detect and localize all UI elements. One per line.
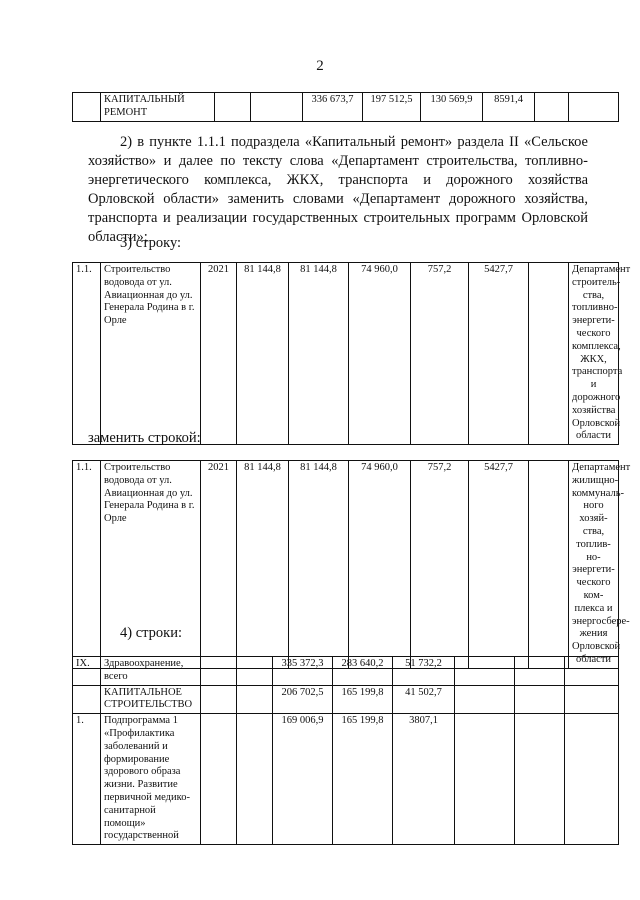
cell-empty [237, 685, 273, 714]
cell-value: 74 960,0 [349, 263, 411, 445]
cell-empty [529, 263, 569, 445]
cell-empty [455, 657, 515, 686]
table-row [73, 685, 619, 714]
cell-name: КАПИТАЛЬНЫЙ РЕМОНТ [101, 93, 215, 122]
cell-value: 757,2 [411, 461, 469, 669]
cell-value: 165 199,8 [333, 714, 393, 845]
cell-value: 197 512,5 [363, 93, 421, 122]
cell-value: 81 144,8 [237, 461, 289, 669]
cell-year [215, 93, 251, 122]
cell-value: 5427,7 [469, 263, 529, 445]
table-row [73, 714, 619, 845]
cell-empty [515, 657, 565, 686]
cell-empty [529, 461, 569, 669]
cell-empty [565, 657, 619, 686]
cell-value: 130 569,9 [421, 93, 483, 122]
page-number: 2 [316, 58, 324, 74]
cell-value: 81 144,8 [289, 461, 349, 669]
cell-executor: Департамент жилищно-коммуналь-ного хозяй-ства, топлив-но-энергети-ческого ком-плекса и энергосбере-жения Орловской области [569, 461, 619, 669]
cell-empty [565, 685, 619, 714]
cell-executor: Департамент строитель-ства, топливно-энергети-ческого комплекса, ЖКХ, транспорта и дорожного хозяйства Орловской области [569, 263, 619, 445]
table-capital-repair [72, 92, 619, 122]
cell-value: 51 732,2 [393, 657, 455, 686]
cell-empty [565, 714, 619, 845]
table-row [73, 657, 619, 686]
cell-empty [455, 714, 515, 845]
cell-executor [569, 93, 619, 122]
cell-empty [515, 714, 565, 845]
table-row [73, 263, 619, 445]
cell-empty [455, 685, 515, 714]
cell-name: Подпрограмма 1 «Профилактика заболеваний и формирование здорового образа жизни. Развитие первичной медико-санитарной помощи» государственной [101, 714, 201, 845]
cell-value: 336 673,7 [303, 93, 363, 122]
cell-name: Здравоохранение, всего [101, 657, 201, 686]
cell-number [73, 685, 101, 714]
cell-number: 1.1. [73, 461, 101, 669]
label-item-3: 3) строку: [120, 235, 182, 251]
cell-number: 1. [73, 714, 101, 845]
cell-empty [237, 657, 273, 686]
cell-value: 74 960,0 [349, 461, 411, 669]
table-healthcare [72, 656, 619, 845]
cell-empty [201, 657, 237, 686]
cell-value: 165 199,8 [333, 685, 393, 714]
cell-empty [515, 685, 565, 714]
paragraph-item-2: 2) в пункте 1.1.1 подраздела «Капитальный ремонт» раздела II «Сельское хозяйство» и далее по тексту слова «Департамент строительства, топливно-энергетического комплекса, ЖКХ, транспорта и дорожного хозяйства Орловской области» заменить словами «Департамент дорожного хозяйства, транспорта и реализации государственных строительных программ Орловской области»; [88, 134, 588, 245]
cell-empty [237, 714, 273, 845]
cell-value: 169 006,9 [273, 714, 333, 845]
cell-total [251, 93, 303, 122]
label-replace-with: заменить строкой: [88, 430, 201, 446]
cell-name: КАПИТАЛЬНОЕ СТРОИТЕЛЬСТВО [101, 685, 201, 714]
table-old-row [72, 262, 631, 445]
cell-name: Строительство водовода от ул. Авиационная до ул. Генерала Родина в г. Орле [101, 461, 201, 669]
cell-value: 757,2 [411, 263, 469, 445]
cell-value: 8591,4 [483, 93, 535, 122]
cell-number: IX. [73, 657, 101, 686]
cell-value: 41 502,7 [393, 685, 455, 714]
cell-number: 1.1. [73, 263, 101, 445]
cell-value: 5427,7 [469, 461, 529, 669]
cell-value: 206 702,5 [273, 685, 333, 714]
cell-year: 2021 [201, 461, 237, 669]
cell-value: 81 144,8 [237, 263, 289, 445]
cell-name: Строительство водовода от ул. Авиационная до ул. Генерала Родина в г. Орле [101, 263, 201, 445]
cell-value: 3807,1 [393, 714, 455, 845]
cell-value: 335 372,3 [273, 657, 333, 686]
cell-value: 81 144,8 [289, 263, 349, 445]
cell-empty [201, 685, 237, 714]
cell-value: 283 640,2 [333, 657, 393, 686]
table-row [73, 93, 619, 122]
cell-empty [535, 93, 569, 122]
cell-number [73, 93, 101, 122]
cell-empty [201, 714, 237, 845]
label-item-4: 4) строки: [120, 625, 182, 641]
cell-year: 2021 [201, 263, 237, 445]
